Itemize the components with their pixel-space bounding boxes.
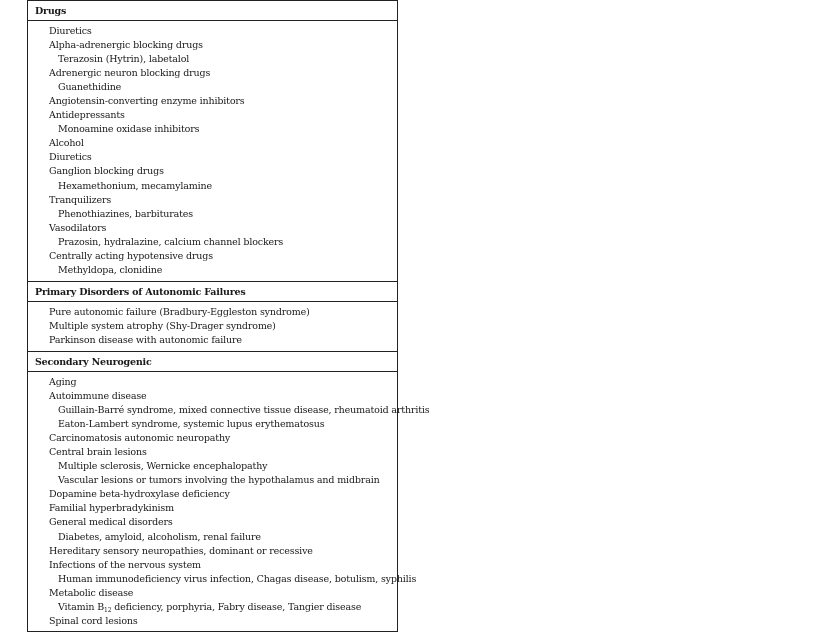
list-item: Parkinson disease with autonomic failure [49,334,242,346]
list-item: Alpha-adrenergic blocking drugs [49,40,203,52]
list-item: Familial hyperbradykinism [49,503,175,515]
list-item: Terazosin (Hytrin), labetalol [58,54,190,66]
vitamin-suffix: deficiency, porphyria, Fabry disease, Tangier disease [111,601,362,613]
list-item: Hexamethonium, mecamylamine [58,180,212,192]
list-item-vitamin-b12 [28,601,397,615]
list-item: Multiple sclerosis, Wernicke encephalopathy [58,461,268,473]
list-item: Monoamine oxidase inhibitors [58,124,200,136]
list-item: Multiple system atrophy (Shy-Drager syndrome) [49,320,276,332]
list-item: Centrally acting hypotensive drugs [49,250,213,262]
list-item: Guillain-Barré syndrome, mixed connective tissue disease, rheumatoid arthritis [58,405,430,417]
vitamin-prefix: Vitamin B [58,601,105,613]
list-item: Diabetes, amyloid, alcoholism, renal failure [58,531,261,543]
list-item: Eaton-Lambert syndrome, systemic lupus erythematosus [58,419,325,431]
list-item: General medical disorders [49,517,173,529]
list-item: Human immunodeficiency virus infection, Chagas disease, botulism, syphilis [58,573,417,585]
subscript-12: 12 [104,606,112,614]
list-item: Methyldopa, clonidine [58,264,163,276]
section-heading-secondary-neurogenic: Secondary Neurogenic [28,351,397,372]
list-item: Dopamine beta-hydroxylase deficiency [49,489,230,501]
list-item: Alcohol [49,138,84,150]
list-item: Ganglion blocking drugs [49,166,164,178]
causes-table [27,0,430,632]
list-item: Guanethidine [58,82,122,94]
list-item: Infections of the nervous system [49,559,201,571]
list-item: Phenothiazines, barbiturates [58,208,193,220]
list-item: Diuretics [49,152,92,164]
list-item: Spinal cord lesions [49,615,138,627]
section-heading-drugs: Drugs [28,0,397,21]
list-item: Vasodilators [49,222,107,234]
list-item: Diuretics [49,26,92,37]
list-item: Hereditary sensory neuropathies, dominant or recessive [49,545,313,557]
section-body-drugs [28,21,397,281]
list-item: Adrenergic neuron blocking drugs [49,68,211,80]
list-item: Tranquilizers [49,194,112,206]
list-item: Angiotensin-converting enzyme inhibitors [49,96,245,108]
list-item: Central brain lesions [49,447,147,459]
list-item: Antidepressants [49,110,125,122]
section-heading-primary-disorders: Primary Disorders of Autonomic Failures [28,281,397,302]
list-item: Aging [49,376,77,388]
list-item: Metabolic disease [49,587,134,599]
list-item: Vascular lesions or tumors involving the hypothalamus and midbrain [58,475,380,487]
list-item: Carcinomatosis autonomic neuropathy [49,433,231,445]
section-body-secondary-neurogenic [28,372,430,632]
list-item: Prazosin, hydralazine, calcium channel blockers [58,236,284,248]
list-item: Autoimmune disease [49,391,147,403]
section-body-primary-disorders [28,302,397,351]
list-item: Pure autonomic failure (Bradbury-Eggleston syndrome) [49,306,310,318]
